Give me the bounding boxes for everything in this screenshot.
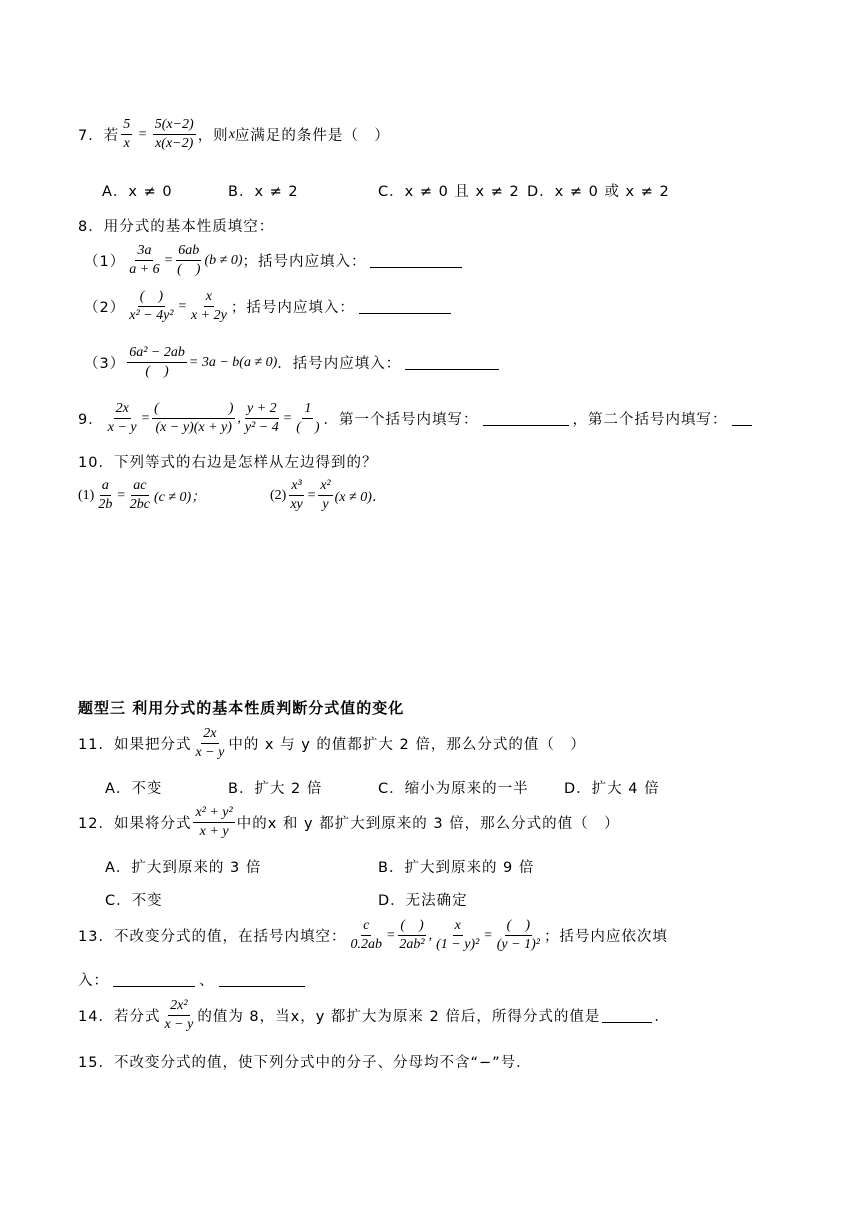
- q14-f-num: 2x²: [168, 998, 189, 1016]
- q8-p1-text: ；括号内应填入：: [242, 254, 367, 271]
- q9-text1: ．第一个括号内填写：: [323, 412, 479, 429]
- q7-stem: 7． 若 $\frac{5}{x}$ = $\frac{5(x-2)}{x(x-2)}$ ，则 x 应满足的条件是（ ）: [78, 117, 390, 152]
- q13-answer-blank-1[interactable]: [113, 972, 195, 987]
- q10-p2-rhs: [318, 478, 332, 513]
- q10-p1-rhs-den: 2bc: [129, 497, 150, 513]
- q8-p3-lhs-num: 6a² − 2ab: [127, 345, 187, 363]
- section-heading: 题型三 利用分式的基本性质判断分式值的变化: [78, 699, 405, 717]
- q8-p3-lhs: [127, 345, 187, 380]
- q8-p1-label: （1）: [84, 254, 126, 271]
- q15-text: 15．不改变分式的值，使下列分式中的分子、分母均不含“−”号．: [78, 1055, 532, 1071]
- q11-prefix: 11．如果把分式: [78, 737, 192, 754]
- q10-part1: (1) $\frac{a}{2b}$ = $\frac{ac}{2bc}$ (c ≠ 0)；: [78, 478, 206, 513]
- q7-rhs-den: x(x−2): [155, 136, 194, 152]
- q10-p2-lhs-num: x³: [289, 478, 303, 496]
- q8-p2-label: （2）: [84, 300, 126, 317]
- q9-stem: 9． $\frac{2x}{x - y}$ = $\frac{( )}{(x - y)(x + y)}$ , $\frac{y + 2}{\text{y² − 4}}$ = $\frac{1}{( )}$ ．第一个括号内填写： ，第二个括号内填写：: [78, 401, 756, 436]
- q9-f4: [294, 401, 321, 436]
- q10-title: 10．下列等式的右边是怎样从左边得到的？: [78, 455, 378, 471]
- q13-f2: [397, 918, 426, 953]
- q11-option-c: C．缩小为原来的一半: [378, 781, 529, 797]
- q10-p2-rhs-num: x²: [318, 478, 332, 496]
- q7-prefix: 若: [103, 128, 120, 145]
- q12-fraction: [193, 805, 234, 840]
- q10-p2-lhs: [288, 478, 304, 513]
- q12-option-c: C．不变: [105, 893, 163, 909]
- q12-prefix: 12．如果将分式: [78, 816, 192, 833]
- q7-var: x: [228, 126, 235, 142]
- q10-p2-rhs-den: y: [322, 497, 329, 513]
- q10-p1-cond: (c ≠ 0)；: [154, 489, 206, 505]
- q8-p2-rhs-den: x + 2y: [190, 308, 227, 324]
- q14-end: ．: [654, 1009, 670, 1026]
- q8-p2-rhs: [189, 289, 229, 324]
- q10-p1-label: (1): [78, 487, 95, 503]
- q13-f1-den: 0.2ab: [350, 937, 382, 953]
- q14-fraction: [162, 998, 195, 1033]
- q7-option-c: C．x ≠ 0 且 x ≠ 2: [378, 184, 520, 200]
- q9-f1: [106, 401, 139, 436]
- q10-p1-rhs-num: ac: [131, 478, 148, 496]
- q13-f4-den: (y − 1)²: [496, 937, 540, 953]
- q8-p1-rhs: [175, 243, 202, 278]
- q11-f-den: x − y: [195, 745, 225, 761]
- q7-option-a: A．x ≠ 0: [102, 184, 173, 200]
- q13-f2-num: ( ): [398, 918, 425, 936]
- q12-stem: [78, 805, 620, 840]
- q8-p3-lhs-den: ( ): [145, 364, 169, 380]
- q10-p2-label: (2): [270, 487, 287, 503]
- q8-p3-text: ．括号内应填入：: [277, 356, 402, 373]
- q14-stem: [78, 998, 670, 1033]
- q13-f3-den: (1 − y)²: [436, 937, 480, 953]
- q13-stem: 13．不改变分式的值，在括号内填空： $\frac{c}{0.2ab}$ = $\frac{( )}{\text{2ab²}}$ , $\frac{x}{\text{(1 − y)²}}$ = $\frac{( )}{\text{(y − 1)²}}$ ；括号内应依次填: [78, 918, 668, 953]
- q7-rhs-num: 5(x−2): [153, 117, 196, 135]
- q8-p1-answer-blank[interactable]: [370, 253, 462, 268]
- q8-p3-label: （3）: [84, 356, 126, 373]
- q7-lhs-den: x: [123, 136, 130, 152]
- q13-f1: [348, 918, 384, 953]
- q13-suffix: ；括号内应依次填: [543, 929, 668, 946]
- q8-p1-lhs: [127, 243, 161, 278]
- q10-p1-lhs: [96, 478, 114, 513]
- q9-f3: [243, 401, 281, 436]
- q7-number: 7．: [78, 128, 104, 145]
- q8-p1-rhs-den: ( ): [177, 262, 201, 278]
- q8-p1-cond: (b ≠ 0): [204, 252, 243, 268]
- q9-f2-den: (x − y)(x + y): [155, 420, 232, 436]
- q9-number: 9．: [78, 412, 104, 429]
- q9-f1-num: 2x: [114, 401, 131, 419]
- q11-fraction: [193, 726, 226, 761]
- q8-p2-rhs-num: x: [204, 289, 214, 307]
- q7-rhs-fraction: [153, 117, 196, 152]
- q13-separator: 、: [199, 973, 215, 989]
- q9-answer-blank-2[interactable]: [732, 411, 752, 426]
- q14-prefix: 14．若分式: [78, 1009, 161, 1026]
- q13-prefix: 13．不改变分式的值，在括号内填空：: [78, 929, 347, 946]
- q8-part1: （1） $\frac{3a}{a + 6}$ = $\frac{6ab}{( )}$ (b ≠ 0) ；括号内应填入：: [84, 243, 466, 278]
- q10-part2: (2) $\frac{\text{x³}}{xy}$ = $\frac{\text{x²}}{y}$ (x ≠ 0)．: [270, 478, 386, 513]
- q12-option-a: A．扩大到原来的 3 倍: [105, 860, 262, 876]
- q12-option-d: D．无法确定: [378, 893, 468, 909]
- q8-p3-answer-blank[interactable]: [405, 355, 499, 370]
- q13-f4-num: ( ): [505, 918, 532, 936]
- q10-p1-lhs-den: 2b: [98, 497, 113, 513]
- q13-line2: [78, 969, 309, 990]
- q8-p1-rhs-num: 6ab: [176, 243, 201, 261]
- q9-f3-num: y + 2: [245, 401, 279, 419]
- q12-f-num: x² + y²: [193, 805, 234, 823]
- q10-p2-lhs-den: xy: [290, 497, 303, 513]
- q10-p1-rhs: [128, 478, 152, 513]
- q11-option-d: D．扩大 4 倍: [564, 781, 660, 797]
- q9-f2: [152, 401, 235, 436]
- q7-lhs-fraction: [121, 117, 132, 152]
- q7-suffix-b: 应满足的条件是（ ）: [234, 128, 390, 145]
- q11-f-num: 2x: [201, 726, 218, 744]
- q8-p2-text: ；括号内应填入：: [230, 300, 355, 317]
- q9-f4-den: ( ): [296, 420, 320, 436]
- q8-p2-lhs-num: ( ): [138, 289, 165, 307]
- q13-line2-text: 入：: [78, 973, 109, 989]
- q9-f2-num: ( ): [152, 401, 235, 419]
- q9-f3-den: y² − 4: [244, 420, 279, 436]
- q12-suffix: 中的x 和 y 都扩大到原来的 3 倍，那么分式的值（ ）: [236, 816, 620, 833]
- q9-answer-blank-1[interactable]: [483, 411, 569, 426]
- q11-suffix: 中的 x 与 y 的值都扩大 2 倍，那么分式的值（ ）: [228, 737, 586, 754]
- q13-answer-blank-2[interactable]: [219, 972, 305, 987]
- q8-p1-lhs-den: a + 6: [129, 262, 160, 278]
- q8-p2-lhs-den: x² − 4y²: [129, 308, 174, 324]
- q14-f-den: x − y: [164, 1017, 194, 1033]
- q11-option-b: B．扩大 2 倍: [228, 781, 323, 797]
- q8-p1-lhs-num: 3a: [135, 243, 153, 261]
- q8-part3: [84, 345, 503, 380]
- q11-option-a: A．不变: [105, 781, 163, 797]
- q14-suffix: 的值为 8，当x，y 都扩大为原来 2 倍后，所得分式的值是: [197, 1009, 601, 1026]
- q13-f4: [495, 918, 542, 953]
- q10-p2-cond: (x ≠ 0)．: [334, 489, 386, 505]
- q7-option-d: D．x ≠ 0 或 x ≠ 2: [527, 184, 670, 200]
- q13-f3-num: x: [453, 918, 463, 936]
- q8-part2: （2） $\frac{( )}{\text{x² − 4y²}}$ = $\frac{x}{x + 2y}$ ；括号内应填入：: [84, 289, 455, 324]
- q13-f3: [434, 918, 481, 953]
- q10-p1-lhs-num: a: [100, 478, 111, 496]
- q12-option-b: B．扩大到原来的 9 倍: [378, 860, 535, 876]
- q7-suffix-a: ，则: [197, 128, 229, 145]
- q9-f1-den: x − y: [107, 420, 137, 436]
- q9-text2: ，第二个括号内填写：: [572, 412, 728, 429]
- q7-lhs-num: 5: [121, 117, 132, 135]
- q13-f2-den: 2ab²: [399, 937, 425, 953]
- q8-p3-rhs: = 3a − b(a ≠ 0): [188, 354, 278, 370]
- q11-stem: [78, 726, 586, 761]
- q9-f4-num: 1: [302, 401, 313, 419]
- q14-answer-blank[interactable]: [602, 1008, 652, 1023]
- q7-option-b: B．x ≠ 2: [228, 184, 299, 200]
- q8-p2-answer-blank[interactable]: [359, 299, 451, 314]
- q13-f1-num: c: [361, 918, 371, 936]
- q8-p2-lhs: [127, 289, 175, 324]
- q12-f-den: x + y: [199, 824, 229, 840]
- q8-title: 8．用分式的基本性质填空：: [78, 219, 275, 235]
